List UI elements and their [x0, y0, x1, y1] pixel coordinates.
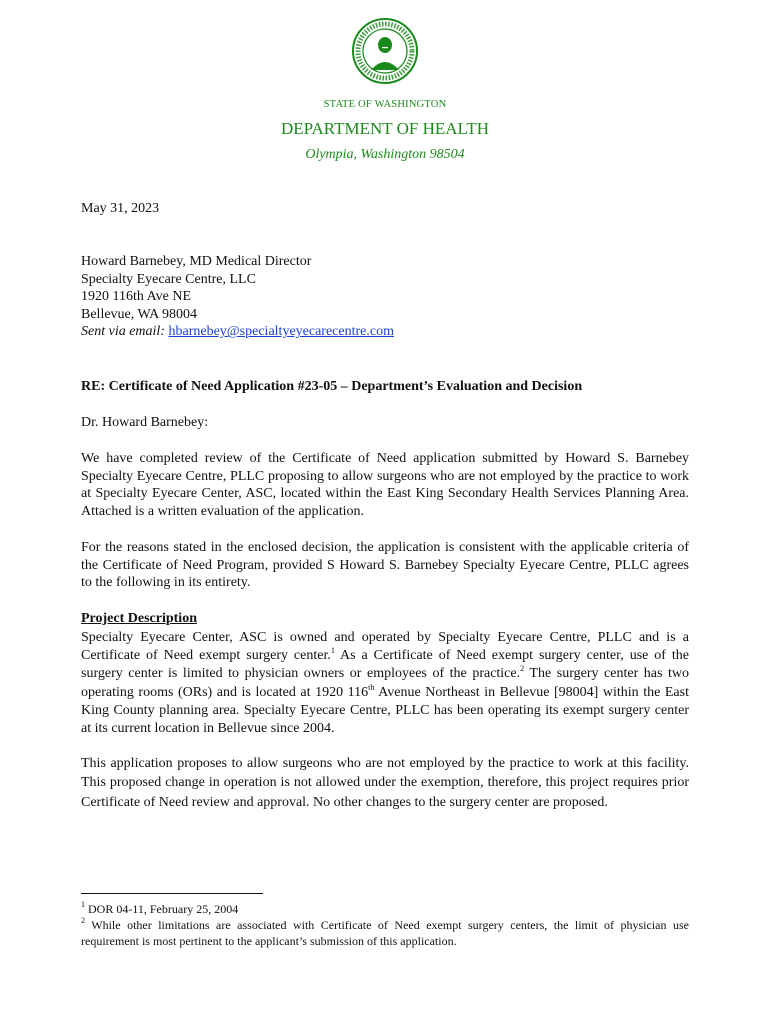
- footnote-text: DOR 04-11, February 25, 2004: [85, 902, 239, 916]
- state-seal-icon: [352, 18, 418, 84]
- recipient-line: Specialty Eyecare Centre, LLC: [81, 271, 256, 287]
- department-name: DEPARTMENT OF HEALTH: [280, 119, 490, 138]
- recipient-line: Howard Barnebey, MD Medical Director: [81, 254, 312, 269]
- footnote-1: [81, 901, 689, 917]
- paragraph-proposal: This application proposes to allow surgeons who are not employed by the practice to work at this facility. This proposed change in operation is not allowed under the exemption, therefore, this project requires prior Certificate of Need review and approval. No other changes to the surgery center are proposed.: [81, 756, 689, 810]
- project-text: Specialty Eyecare Center, ASC is owned and operated by Specialty Eyecare Centre, PLLC and is a Certificate of Need exempt surgery center.: [81, 630, 689, 664]
- ordinal-suffix: th: [368, 682, 375, 692]
- department-address: Olympia, Washington 98504: [305, 147, 465, 162]
- footnote-ref[interactable]: 2: [520, 664, 525, 674]
- project-description-heading: Project Description: [81, 611, 197, 626]
- footnote-divider: [81, 893, 263, 894]
- state-name: STATE OF WASHINGTON: [323, 99, 447, 110]
- section-heading: [81, 610, 689, 628]
- subject-line: RE: Certificate of Need Application #23-05 – Department’s Evaluation and Decision: [81, 379, 583, 394]
- footnote-text: While other limitations are associated with Certificate of Need exempt surgery centers, the limit of physician use requirement is most pertinent to the applicant’s submission of this application.: [81, 918, 689, 948]
- paragraph-project: [81, 629, 689, 738]
- footnote-ref[interactable]: 1: [330, 646, 335, 656]
- footnote-mark: 2: [81, 916, 85, 925]
- recipient-line: Bellevue, WA 98004: [81, 306, 198, 322]
- project-text: As a Certificate of Need exempt surgery center, use of the surgery center is limited to physician owners or employees of the practice.: [81, 648, 690, 682]
- email-label: Sent via email:: [81, 324, 165, 340]
- recipient-block: [81, 253, 689, 341]
- email-link[interactable]: hbarnebey@specialtyeyecarecentre.com: [168, 324, 394, 340]
- paragraph-review: We have completed review of the Certificate of Need application submitted by Howard S. Barnebey Specialty Eyecare Centre, PLLC proposing to allow surgeons who are not employed by the practice to work at Specialty Eyecare Center, ASC, located within the East King Secondary Health Services Planning Area. Attached is a written evaluation of the application.: [81, 451, 689, 519]
- footnote-2: [81, 917, 689, 949]
- project-text: Avenue Northeast in Bellevue [98004] within the East King County planning area. Specialty Eyecare Centre, PLLC has been operating its exempt surgery center at its current location in Bellevue since 2004.: [81, 684, 689, 737]
- paragraph-decision: For the reasons stated in the enclosed decision, the application is consistent with the applicable criteria of the Certificate of Need Program, provided S Howard S. Barnebey Specialty Eyecare Centre, PLLC agrees to the following in its entirety.: [81, 540, 689, 591]
- footnote-mark: 1: [81, 900, 85, 909]
- letter-date: May 31, 2023: [81, 201, 160, 216]
- project-text: The surgery center has two operating rooms (ORs) and is located at 1920 116: [81, 666, 690, 700]
- recipient-line: 1920 116th Ave NE: [81, 289, 192, 305]
- salutation: Dr. Howard Barnebey:: [81, 415, 209, 430]
